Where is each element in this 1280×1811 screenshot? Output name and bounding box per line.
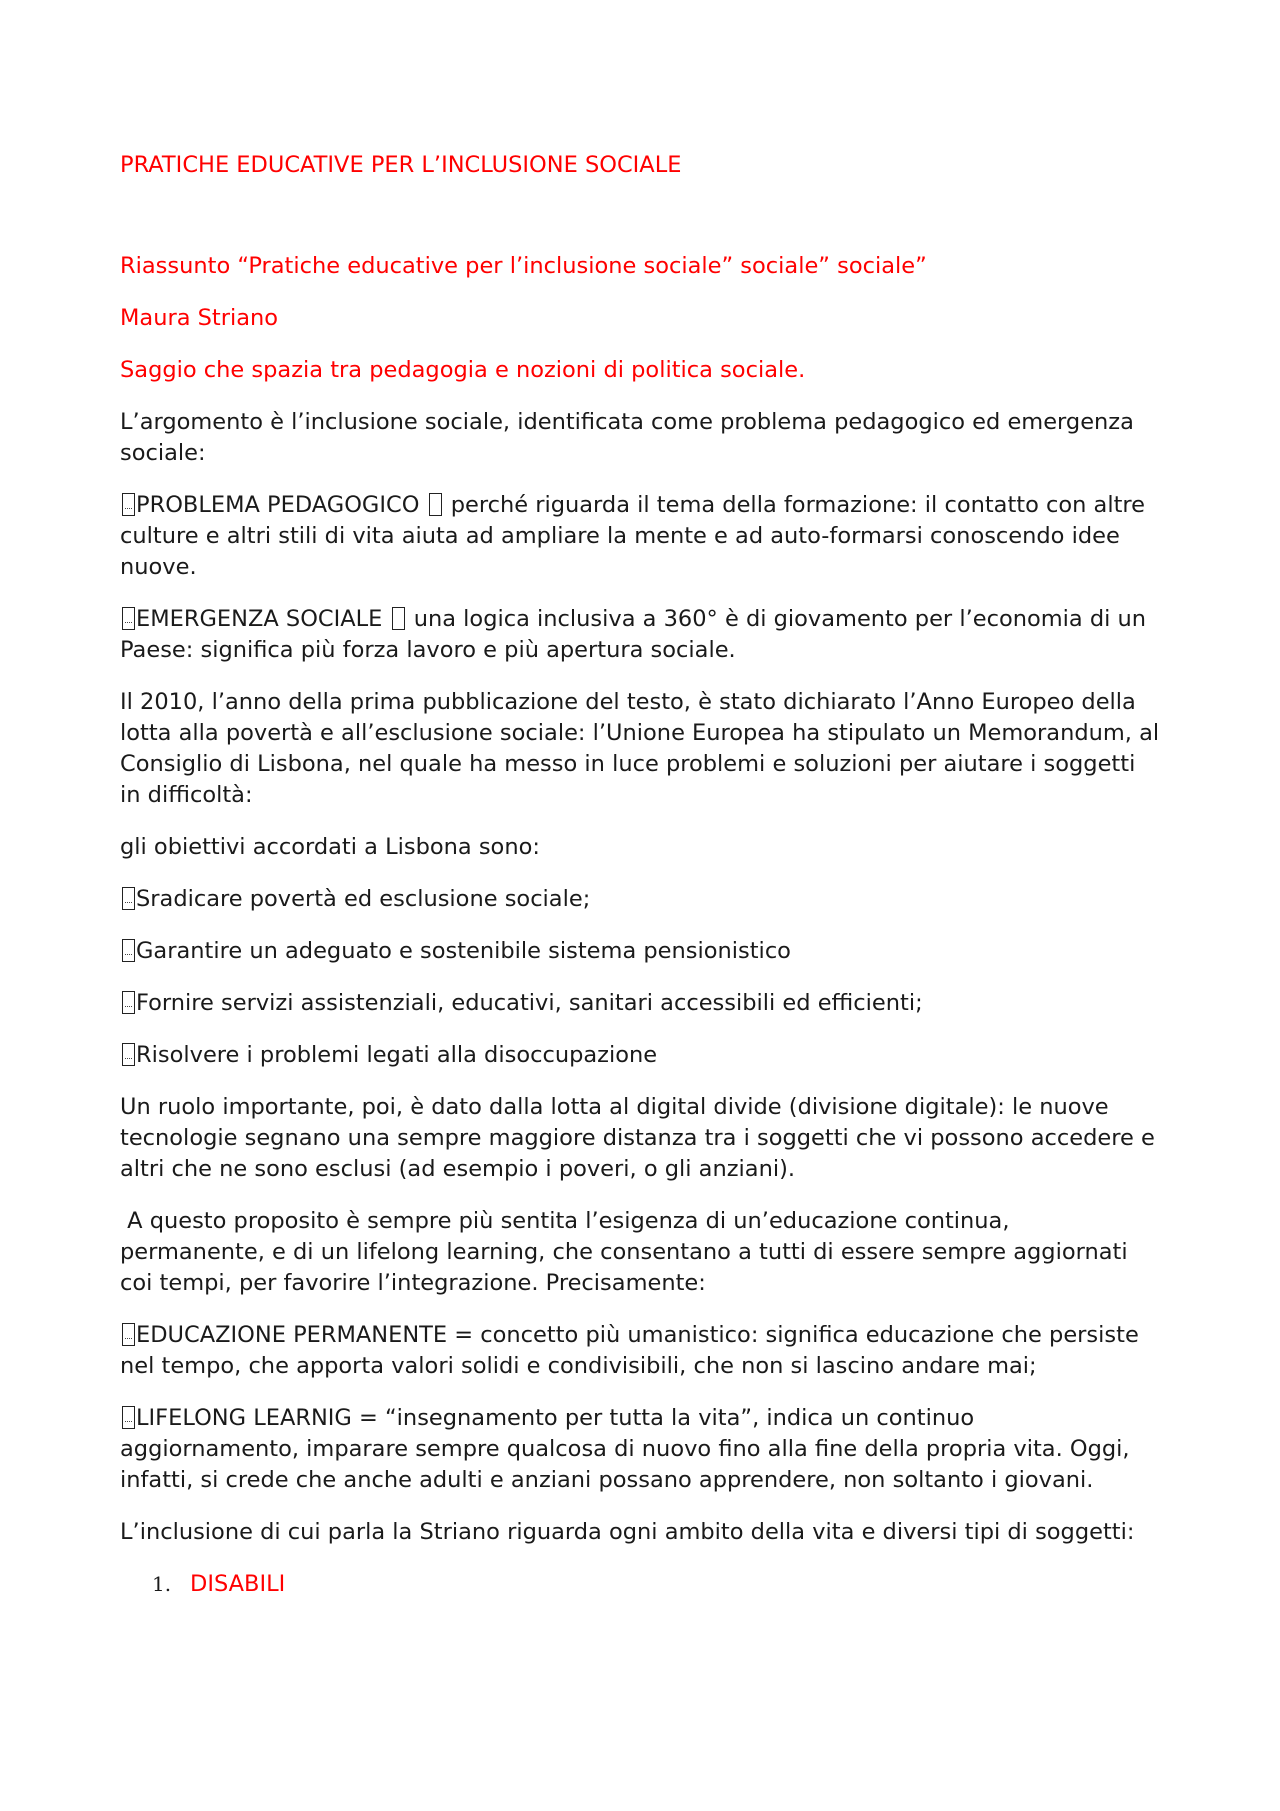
goal-text: Sradicare povertà ed esclusione sociale; bbox=[136, 886, 591, 912]
definition-educazione-permanente bbox=[120, 1320, 1160, 1382]
bullet-glyph-icon bbox=[122, 939, 135, 962]
goal-text: Risolvere i problemi legati alla disoccupazione bbox=[136, 1042, 658, 1068]
document-tagline: Saggio che spazia tra pedagogia e nozioni di politica sociale. bbox=[120, 357, 806, 383]
document-subtitle: Riassunto “Pratiche educative per l’inclusione sociale” sociale” sociale” bbox=[120, 253, 927, 279]
document-title: PRATICHE EDUCATIVE PER L’INCLUSIONE SOCIALE bbox=[120, 152, 682, 178]
point-heading: EMERGENZA SOCIALE bbox=[136, 606, 383, 632]
definition-text: LIFELONG LEARNIG = “insegnamento per tutta la vita”, indica un continuo aggiornamento, imparare sempre qualcosa di nuovo fino alla fine della propria vita. Oggi, infatti, si crede che anche adulti e anziani possano apprendere, non soltanto i giovani. bbox=[120, 1405, 1130, 1493]
numbered-list bbox=[120, 1569, 1160, 1600]
goal-item bbox=[120, 884, 1160, 915]
goal-item bbox=[120, 1040, 1160, 1071]
bullet-glyph-icon bbox=[122, 1043, 135, 1066]
list-item-label: DISABILI bbox=[190, 1571, 286, 1597]
arrow-glyph-icon bbox=[429, 493, 442, 516]
bullet-glyph-icon bbox=[122, 1406, 135, 1429]
goal-text: Garantire un adeguato e sostenibile sistema pensionistico bbox=[136, 938, 791, 964]
bullet-glyph-icon bbox=[122, 991, 135, 1014]
point-heading: PROBLEMA PEDAGOGICO bbox=[136, 492, 420, 518]
bullet-glyph-icon bbox=[122, 1323, 135, 1346]
definition-text: EDUCAZIONE PERMANENTE = concetto più umanistico: significa educazione che persiste nel tempo, che apporta valori solidi e condivisibili, che non si lascino andare mai; bbox=[120, 1322, 1139, 1379]
bullet-glyph-icon bbox=[122, 887, 135, 910]
closing-paragraph: L’inclusione di cui parla la Striano riguarda ogni ambito della vita e diversi tipi di soggetti: bbox=[120, 1519, 1135, 1545]
goal-item bbox=[120, 936, 1160, 967]
bullet-glyph-icon bbox=[122, 493, 135, 516]
point-problema-pedagogico bbox=[120, 490, 1160, 583]
goals-intro: gli obiettivi accordati a Lisbona sono: bbox=[120, 834, 540, 860]
definition-lifelong-learning bbox=[120, 1403, 1160, 1496]
goal-item bbox=[120, 988, 1160, 1019]
list-item-number: 1. bbox=[152, 1572, 172, 1596]
point-text: una logica inclusiva a 360° è di giovamento per l’economia di un Paese: significa più forza lavoro e più apertura sociale. bbox=[120, 606, 1147, 663]
list-item bbox=[120, 1569, 1160, 1600]
goal-text: Fornire servizi assistenziali, educativi, sanitari accessibili ed efficienti; bbox=[136, 990, 923, 1016]
document-author: Maura Striano bbox=[120, 305, 279, 331]
arrow-glyph-icon bbox=[392, 607, 405, 630]
year-paragraph: Il 2010, l’anno della prima pubblicazione del testo, è stato dichiarato l’Anno Europeo della lotta alla povertà e all’esclusione sociale: l’Unione Europea ha stipulato un Memorandum, al Consiglio di Lisbona, nel quale ha messo in luce problemi e soluzioni per aiutare i soggetti in difficoltà: bbox=[120, 689, 1160, 808]
point-text: perché riguarda il tema della formazione: il contatto con altre culture e altri stili di vita aiuta ad ampliare la mente e ad auto-formarsi conoscendo idee nuove. bbox=[120, 492, 1146, 580]
digital-divide-paragraph: Un ruolo importante, poi, è dato dalla lotta al digital divide (divisione digitale): le nuove tecnologie segnano una sempre maggiore distanza tra i soggetti che vi possono accedere e altri che ne sono esclusi (ad esempio i poveri, o gli anziani). bbox=[120, 1094, 1155, 1182]
lifelong-paragraph: A questo proposito è sempre più sentita l’esigenza di un’educazione continua, permanente, e di un lifelong learning, che consentano a tutti di essere sempre aggiornati coi tempi, per favorire l’integrazione. Precisamente: bbox=[120, 1208, 1135, 1296]
point-emergenza-sociale bbox=[120, 604, 1160, 666]
bullet-glyph-icon bbox=[122, 607, 135, 630]
intro-paragraph: L’argomento è l’inclusione sociale, identificata come problema pedagogico ed emergenza sociale: bbox=[120, 409, 1134, 466]
